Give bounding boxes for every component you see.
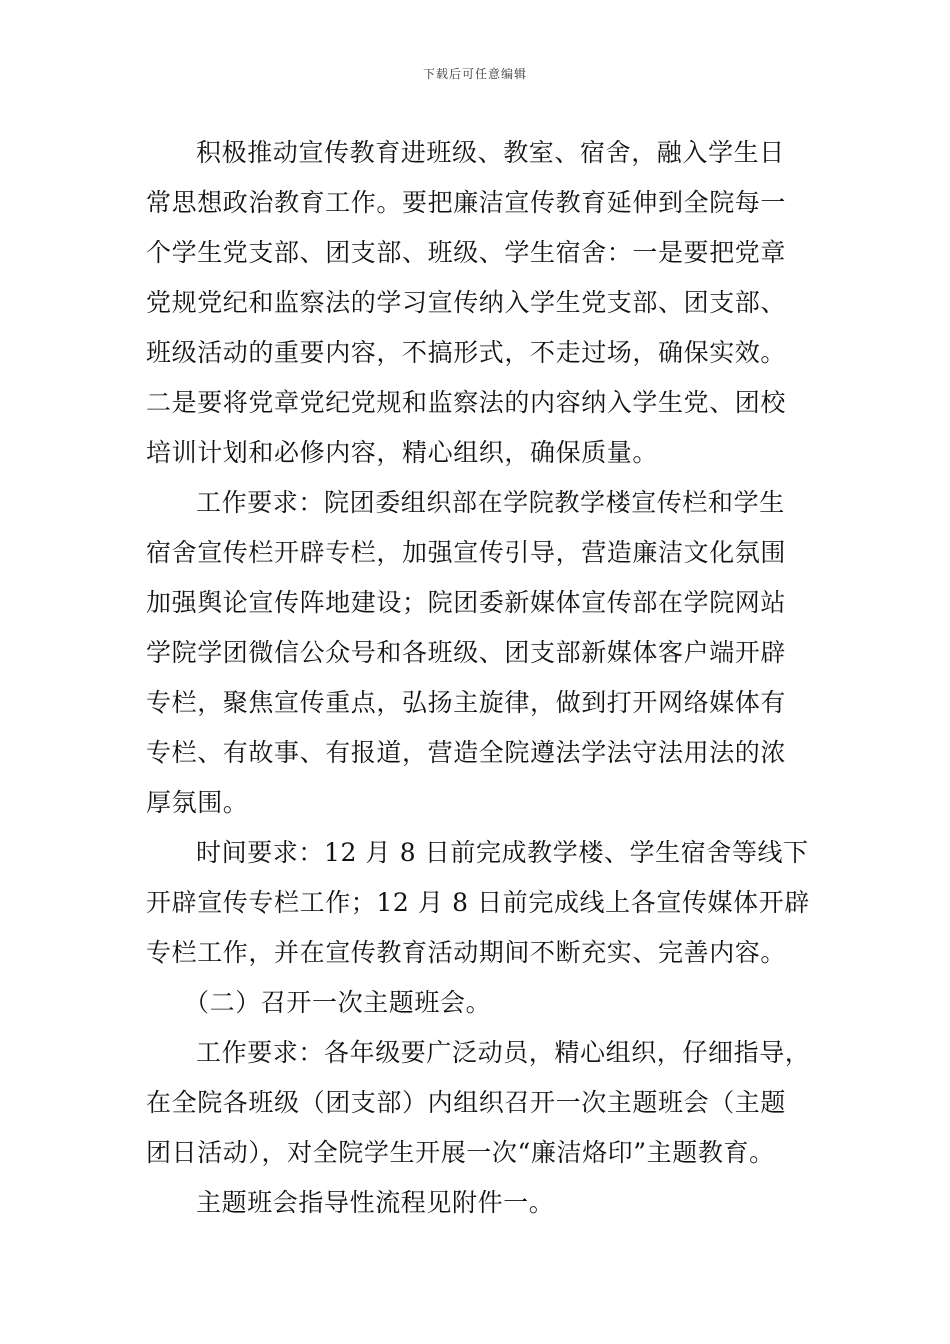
paragraph-line: 工作要求：各年级要广泛动员，精心组织，仔细指导， bbox=[196, 1038, 811, 1067]
paragraph-line: 班级活动的重要内容，不搞形式，不走过场，确保实效。 bbox=[146, 338, 787, 367]
section-heading: （二）召开一次主题班会。 bbox=[184, 988, 492, 1017]
paragraph-line: 积极推动宣传教育进班级、教室、宿舍，融入学生日 bbox=[196, 138, 785, 167]
paragraph-line: 常思想政治教育工作。要把廉洁宣传教育延伸到全院每一 bbox=[146, 188, 787, 217]
paragraph-line: 加强舆论宣传阵地建设；院团委新媒体宣传部在学院网站 bbox=[146, 588, 787, 617]
paragraph-line: 时间要求：12 月 8 日前完成教学楼、学生宿舍等线下 bbox=[196, 838, 809, 867]
paragraph-line: 工作要求：院团委组织部在学院教学楼宣传栏和学生 bbox=[196, 488, 785, 517]
paragraph-line: 团日活动），对全院学生开展一次“廉洁烙印”主题教育。 bbox=[146, 1138, 775, 1167]
paragraph-line: 专栏工作，并在宣传教育活动期间不断充实、完善内容。 bbox=[146, 938, 787, 967]
paragraph-line: 学院学团微信公众号和各班级、团支部新媒体客户端开辟 bbox=[146, 638, 787, 667]
page-header: 下载后可任意编辑 bbox=[422, 67, 527, 81]
paragraph-line: 个学生党支部、团支部、班级、学生宿舍：一是要把党章 bbox=[146, 238, 787, 267]
paragraph-line: 宿舍宣传栏开辟专栏，加强宣传引导，营造廉洁文化氛围 bbox=[146, 538, 787, 567]
paragraph-line: 开辟宣传专栏工作；12 月 8 日前完成线上各宣传媒体开辟 bbox=[146, 888, 810, 917]
paragraph-line: 党规党纪和监察法的学习宣传纳入学生党支部、团支部、 bbox=[146, 288, 787, 317]
document-body bbox=[146, 128, 816, 1228]
paragraph-line: 主题班会指导性流程见附件一。 bbox=[196, 1188, 555, 1217]
paragraph-line: 专栏，聚焦宣传重点，弘扬主旋律，做到打开网络媒体有 bbox=[146, 688, 787, 717]
paragraph-line: 在全院各班级（团支部）内组织召开一次主题班会（主题 bbox=[146, 1088, 787, 1117]
paragraph-line: 厚氛围。 bbox=[146, 788, 249, 817]
paragraph-line: 专栏、有故事、有报道，营造全院遵法学法守法用法的浓 bbox=[146, 738, 787, 767]
paragraph-line: 二是要将党章党纪党规和监察法的内容纳入学生党、团校 bbox=[146, 388, 787, 417]
paragraph-line: 培训计划和必修内容，精心组织，确保质量。 bbox=[146, 438, 659, 467]
